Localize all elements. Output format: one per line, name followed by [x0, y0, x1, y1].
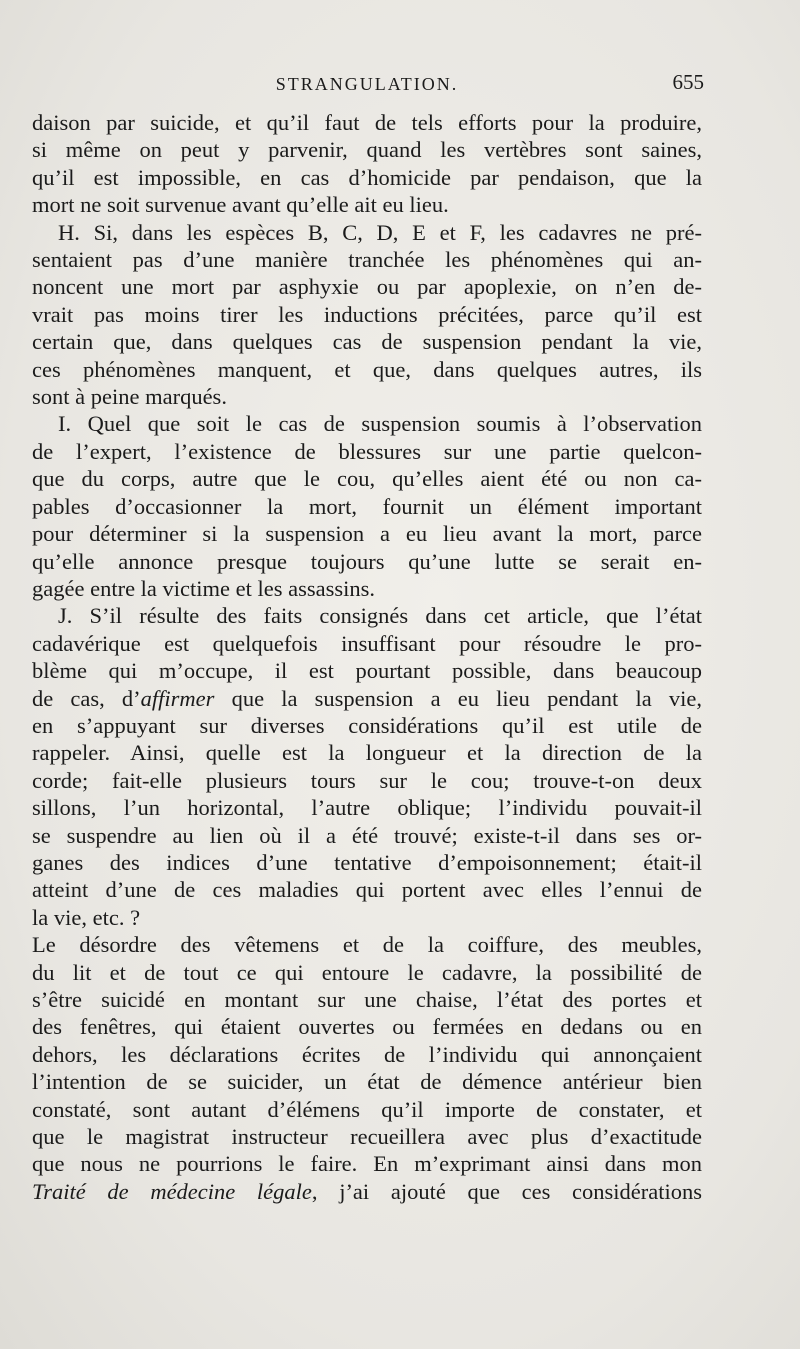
- text-line: sillons, l’un horizontal, l’autre oblique; l’individu pouvait-il: [32, 795, 702, 821]
- text-line: gagée entre la victime et les assassins.: [32, 575, 376, 601]
- text-line: rappeler. Ainsi, quelle est la longueur et la direction de la: [32, 740, 702, 766]
- text-line: Traité de médecine légale, j’ai ajouté que ces considérations: [32, 1178, 702, 1204]
- text-line: l’intention de se suicider, un état de démence antérieur bien: [32, 1069, 702, 1095]
- text-line: sentaient pas d’une manière tranchée les phénomènes qui an-: [32, 247, 702, 273]
- italic-text: Traité de médecine légale: [32, 1178, 312, 1204]
- page-number: 655: [672, 70, 704, 94]
- running-head: STRANGULATION.: [275, 74, 459, 94]
- text-line: mort ne soit survenue avant qu’elle ait eu lieu.: [32, 192, 449, 218]
- text-line: de l’expert, l’existence de blessures sur une partie quelcon-: [32, 438, 702, 464]
- text-line: qu’il est impossible, en cas d’homicide par pendaison, que la: [32, 164, 702, 190]
- text-line: la vie, etc. ?: [32, 904, 141, 930]
- paragraph: [32, 931, 702, 1205]
- paragraph-i: [32, 410, 702, 602]
- text-line: en s’appuyant sur diverses considérations qu’il est utile de: [32, 712, 702, 738]
- text-line: daison par suicide, et qu’il faut de tels efforts pour la produire,: [32, 110, 702, 135]
- text-line: de cas, d’affirmer que la suspension a eu lieu pendant la vie,: [32, 685, 702, 711]
- text-line: que nous ne pourrions le faire. En m’exprimant ainsi dans mon: [32, 1151, 702, 1177]
- text-line: constaté, sont autant d’élémens qu’il importe de constater, et: [32, 1096, 702, 1122]
- text-line: J. S’il résulte des faits consignés dans cet article, que l’état: [58, 603, 702, 629]
- text-line: atteint d’une de ces maladies qui portent avec elles l’ennui de: [32, 877, 702, 903]
- text-line: cadavérique est quelquefois insuffisant pour résoudre le pro-: [32, 630, 702, 656]
- text-line: sont à peine marqués.: [32, 384, 227, 410]
- page-body: [32, 109, 702, 1205]
- text-line: blème qui m’occupe, il est pourtant possible, dans beaucoup: [32, 658, 702, 684]
- paragraph-h: [32, 219, 702, 411]
- text-line: que du corps, autre que le cou, qu’elles aient été ou non ca-: [32, 466, 702, 492]
- paragraph: [32, 109, 702, 219]
- text-line: si même on peut y parvenir, quand les vertèbres sont saines,: [32, 137, 702, 163]
- text-line: s’être suicidé en montant sur une chaise, l’état des portes et: [32, 987, 702, 1012]
- text-line: pables d’occasionner la mort, fournit un élément important: [32, 493, 702, 519]
- text-line: pour déterminer si la suspension a eu lieu avant la mort, parce: [32, 521, 702, 547]
- paragraph-j: [32, 602, 702, 931]
- text-line: des fenêtres, qui étaient ouvertes ou fermées en dedans ou en: [32, 1014, 702, 1040]
- text-line: dehors, les déclarations écrites de l’individu qui annonçaient: [32, 1041, 702, 1067]
- text-line: I. Quel que soit le cas de suspension soumis à l’observation: [58, 411, 702, 437]
- text-line: corde; fait-elle plusieurs tours sur le cou; trouve-t-on deux: [32, 767, 702, 793]
- text-line: noncent une mort par asphyxie ou par apoplexie, on n’en de-: [32, 274, 702, 300]
- text-line: ganes des indices d’une tentative d’empoisonnement; était-il: [32, 849, 702, 875]
- text-line: se suspendre au lien où il a été trouvé; existe-t-il dans ses or-: [32, 822, 702, 848]
- page-header: [32, 70, 702, 100]
- text-line: H. Si, dans les espèces B, C, D, E et F, les cadavres ne pré-: [58, 219, 702, 245]
- text-line: Le désordre des vêtemens et de la coiffure, des meubles,: [32, 932, 702, 958]
- italic-text: affirmer: [140, 685, 215, 711]
- text-line: ces phénomènes manquent, et que, dans quelques autres, ils: [32, 356, 702, 382]
- text-line: que le magistrat instructeur recueillera avec plus d’exactitude: [32, 1124, 702, 1150]
- text-line: qu’elle annonce presque toujours qu’une lutte se serait en-: [32, 548, 702, 574]
- text-line: du lit et de tout ce qui entoure le cadavre, la possibilité de: [32, 959, 702, 985]
- text-line: certain que, dans quelques cas de suspension pendant la vie,: [32, 329, 702, 355]
- text-line: vrait pas moins tirer les inductions précitées, parce qu’il est: [32, 301, 702, 327]
